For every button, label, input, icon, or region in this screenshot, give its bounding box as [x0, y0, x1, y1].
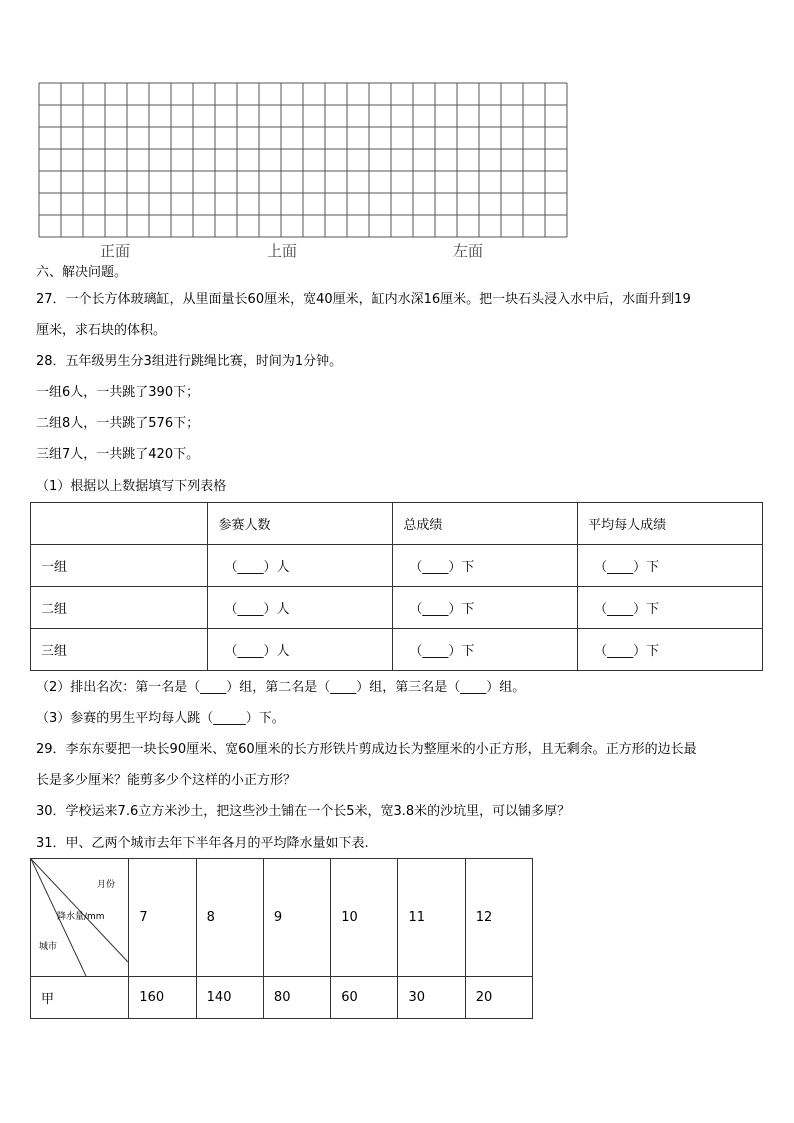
- value-cell: 160: [129, 977, 196, 1019]
- value-cell: 60: [331, 977, 398, 1019]
- value-cell: 30: [398, 977, 465, 1019]
- month-cell: 9: [263, 859, 330, 977]
- answer-blank[interactable]: （____）下: [393, 545, 578, 587]
- section-heading: 六、解决问题。: [36, 265, 128, 280]
- table-row: [31, 629, 763, 671]
- answer-blank[interactable]: （____）人: [208, 629, 393, 671]
- table-row: [31, 545, 763, 587]
- header-city-label: 城市: [39, 942, 58, 952]
- table-header-row: [31, 859, 533, 977]
- q29-line1: 29．李东东要把一块长90厘米、宽60厘米的长方形铁片剪成边长为整厘米的小正方形，且无剩余。正方形的边长最: [36, 742, 697, 757]
- q27-line1: 27．一个长方体玻璃缸，从里面量长60厘米，宽40厘米，缸内水深16厘米。把一块石头浸入水中后，水面升到19: [36, 292, 691, 307]
- q27-line2: 厘米，求石块的体积。: [36, 323, 167, 338]
- answer-blank[interactable]: （____）下: [393, 587, 578, 629]
- month-cell: 7: [129, 859, 196, 977]
- front-view-label: 正面: [100, 242, 131, 260]
- left-view-label: 左面: [453, 242, 484, 260]
- answer-blank[interactable]: （____）下: [393, 629, 578, 671]
- row-label: 二组: [31, 587, 208, 629]
- value-cell: 80: [263, 977, 330, 1019]
- view-grid: [38, 82, 568, 238]
- q28-group3: 三组7人，一共跳了420下。: [36, 447, 200, 462]
- row-label: 一组: [31, 545, 208, 587]
- month-cell: 8: [196, 859, 263, 977]
- q31-text: 31．甲、乙两个城市去年下半年各月的平均降水量如下表.: [36, 836, 369, 851]
- month-cell: 11: [398, 859, 465, 977]
- row-label: 三组: [31, 629, 208, 671]
- answer-blank[interactable]: （____）下: [578, 587, 763, 629]
- table-row: [31, 977, 533, 1019]
- header-rain-label: 降水量/mm: [57, 912, 105, 922]
- table-row: [31, 587, 763, 629]
- table-header-row: [31, 503, 763, 545]
- header-cell: 平均每人成绩: [578, 503, 763, 545]
- answer-blank[interactable]: （____）下: [578, 629, 763, 671]
- q28-group2: 二组8人，一共跳了576下；: [36, 416, 200, 431]
- answer-blank[interactable]: （____）人: [208, 545, 393, 587]
- q29-line2: 长是多少厘米？能剪多少个这样的小正方形？: [36, 773, 297, 788]
- q28-intro: 28．五年级男生分3组进行跳绳比赛，时间为1分钟。: [36, 354, 343, 369]
- answer-blank[interactable]: （____）人: [208, 587, 393, 629]
- q30-text: 30．学校运来7.6立方米沙土，把这些沙土铺在一个长5米，宽3.8米的沙坑里，可以铺多厚？: [36, 804, 571, 819]
- header-month-label: 月份: [97, 880, 116, 890]
- header-cell: 参赛人数: [208, 503, 393, 545]
- header-cell: 总成绩: [393, 503, 578, 545]
- q28-group1: 一组6人，一共跳了390下；: [36, 385, 200, 400]
- rainfall-table: [30, 858, 533, 1019]
- score-table: [30, 502, 763, 671]
- month-cell: 12: [465, 859, 532, 977]
- value-cell: 20: [465, 977, 532, 1019]
- diagonal-header-cell: [31, 859, 129, 977]
- header-cell: [31, 503, 208, 545]
- answer-blank[interactable]: （____）下: [578, 545, 763, 587]
- q28-part3: （3）参赛的男生平均每人跳（_____）下。: [36, 711, 285, 726]
- top-view-label: 上面: [267, 242, 298, 260]
- value-cell: 140: [196, 977, 263, 1019]
- city-cell: 甲: [31, 977, 129, 1019]
- month-cell: 10: [331, 859, 398, 977]
- q28-part2: （2）排出名次：第一名是（____）组，第二名是（____）组，第三名是（____）组。: [36, 680, 526, 695]
- q28-part1: （1）根据以上数据填写下列表格: [36, 479, 227, 494]
